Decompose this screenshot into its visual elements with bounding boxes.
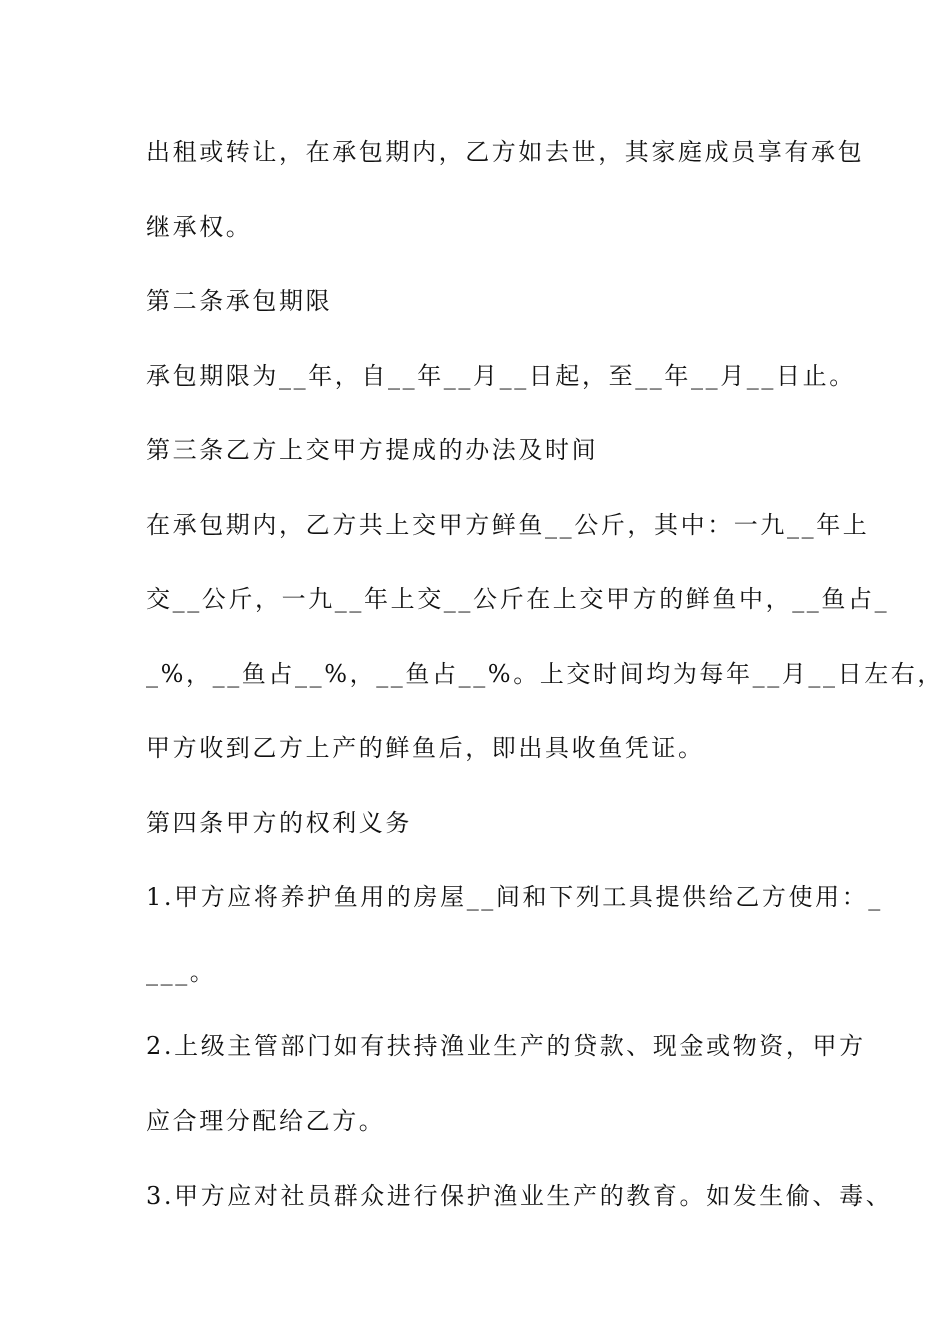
- text-line: 应合理分配给乙方。: [146, 1107, 386, 1135]
- text-line: 在承包期内，乙方共上交甲方鲜鱼__公斤，其中：一九__年上: [146, 511, 870, 539]
- text-line: ___。: [146, 958, 217, 986]
- text-line: 继承权。: [146, 213, 253, 241]
- section-heading: 第三条乙方上交甲方提成的办法及时间: [146, 436, 599, 464]
- text-line: 交__公斤，一九__年上交__公斤在上交甲方的鲜鱼中，__鱼占_: [146, 585, 890, 613]
- text-line: _%，__鱼占__%，__鱼占__%。上交时间均为每年__月__日左右，: [146, 660, 945, 688]
- section-heading: 第四条甲方的权利义务: [146, 809, 412, 837]
- text-line: 甲方收到乙方上产的鲜鱼后，即出具收鱼凭证。: [146, 734, 705, 762]
- text-line: 3.甲方应对社员群众进行保护渔业生产的教育。如发生偷、毒、: [146, 1182, 893, 1210]
- text-line: 承包期限为__年，自__年__月__日起，至__年__月__日止。: [146, 362, 856, 390]
- text-line: 出租或转让，在承包期内，乙方如去世，其家庭成员享有承包: [146, 138, 865, 166]
- section-heading: 第二条承包期限: [146, 287, 333, 315]
- text-line: 1.甲方应将养护鱼用的房屋__间和下列工具提供给乙方使用：_: [146, 883, 883, 911]
- text-line: 2.上级主管部门如有扶持渔业生产的贷款、现金或物资，甲方: [146, 1032, 866, 1060]
